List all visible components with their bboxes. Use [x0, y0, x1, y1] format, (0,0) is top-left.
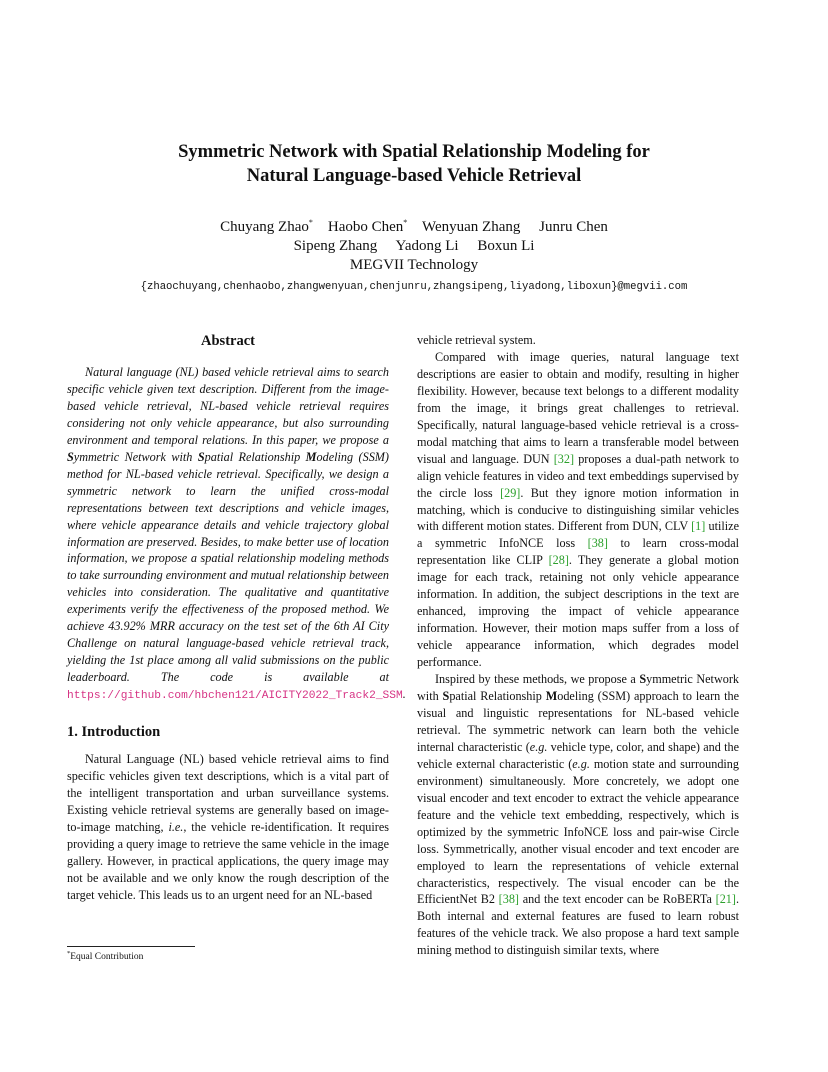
author-name: Chuyang Zhao: [220, 219, 309, 235]
author-name: Wenyuan Zhang: [422, 219, 521, 235]
affiliation: MEGVII Technology: [349, 257, 479, 273]
right-column: [417, 332, 739, 959]
citation-link[interactable]: [21]: [715, 892, 736, 907]
footnote: [67, 951, 143, 963]
left-column: [67, 332, 406, 904]
author-name: Junru Chen: [539, 219, 608, 235]
author-block: [110, 218, 718, 275]
author-emails: {zhaochuyang,chenhaobo,zhangwenyuan,chenjunru,zhangsipeng,liyadong,liboxun}@megvii.com: [140, 281, 688, 293]
footnote-mark: *: [67, 950, 71, 957]
code-link[interactable]: https://github.com/hbchen121/AICITY2022_Track2_SSM: [67, 690, 403, 703]
citation-link[interactable]: [1]: [691, 519, 706, 534]
citation-link[interactable]: [28]: [548, 553, 569, 568]
footnote-text: Equal Contribution: [70, 952, 144, 962]
abstract-text: Natural language (NL) based vehicle retrieval aims to search specific vehicle given text description. Different from the image-based vehicle retrieval, NL-based vehicle retrieval requires considering not only vehicle appearance, but also surrounding environment and temporal relations. In this paper, we propose a Symmetric Network with Spatial Relationship Modeling (SSM) method for NL-based vehicle retrieval. Specifically, we design a symmetric network to learn the unified cross-modal representations between text descriptions and vehicle images, where vehicle appearance details and vehicle trajectory global information are preserved. Besides, to make better use of location information, we propose a spatial relationship modeling methods to take surrounding environment and mutual relationship between vehicles into consideration. The qualitative and quantitative experiments verify the effectiveness of the proposed method. We achieve 43.92% MRR accuracy on the test set of the 6th AI City Challenge on natural language-based vehicle retrieval track, yielding the 1st place among all valid submissions on the public leaderboard. The code is available at https://github.com/hbchen121/AICITY2022_Track2_SSM.: [67, 365, 406, 703]
author-name: Sipeng Zhang: [293, 238, 378, 254]
author-mark: *: [308, 218, 313, 227]
paper-title: [110, 140, 718, 188]
abstract-heading: Abstract: [201, 333, 255, 349]
intro-heading: 1. Introduction: [67, 724, 161, 741]
title-line-2: Natural Language-based Vehicle Retrieval: [246, 166, 582, 186]
title-line-1: Symmetric Network with Spatial Relationship Modeling for: [178, 142, 650, 162]
intro-paragraph: Natural Language (NL) based vehicle retrieval aims to find specific vehicles given text descriptions, which is a vital part of the intelligent transportation and urban surveillance systems. Existing vehicle retrieval systems are generally based on image-to-image matching, i.e., the vehicle re-identification. It requires providing a query image to retrieve the same vehicle in the image gallery. However, in practical applications, the query image may not be available and we only know the rough description of the target vehicle. This leads us to an urgent need for an NL-based: [67, 752, 389, 902]
author-line-2: [110, 237, 718, 256]
citation-link[interactable]: [29]: [500, 485, 521, 500]
author-line-1: [110, 218, 718, 237]
author-name: Haobo Chen: [327, 219, 404, 235]
intro-continuation: vehicle retrieval system.: [417, 333, 536, 347]
author-mark: *: [403, 218, 408, 227]
author-name: Boxun Li: [477, 238, 535, 254]
citation-link[interactable]: [32]: [553, 451, 575, 466]
intro-paragraph-3: Inspired by these methods, we propose a Symmetric Network with Spatial Relationship Modeling (SSM) approach to learn the visual and linguistic representations for NL-based vehicle retrieval. The symmetric network can learn both the vehicle internal characteristic (e.g. vehicle type, color, and shape) and the vehicle external characteristic (e.g. motion state and surrounding environment) simultaneously. More concretely, we adopt one visual encoder and text encoder to extract the vehicle appearance feature and the vehicle text embedding, respectively, which is optimized by the symmetric InfoNCE loss and pair-wise Circle loss. Symmetrically, another visual encoder and text encoder are employed to learn the representations of vehicle external characteristics, respectively. The visual encoder can be the EfficientNet B2 [38] and the text encoder can be RoBERTa [21]. Both internal and external features are fused to learn robust features of the vehicle track. We also propose a hard text sample mining method to distinguish similar texts, where: [417, 672, 739, 958]
citation-link[interactable]: [38]: [587, 536, 608, 551]
intro-paragraph-2: Compared with image queries, natural language text descriptions are easier to obtain and modify, resulting in higher flexibility. However, because text belongs to a different modality from the image, it brings great challenges to retrieval. Specifically, natural language-based vehicle retrieval is a cross-modal matching that aims to learn a transferable model between visual and language. DUN [32] proposes a dual-path network to align vehicle features in video and text embeddings supervised by the circle loss [29]. But they ignore motion information in matching, which is conducive to distinguishing similar vehicles with different motion states. Different from DUN, CLV [1] utilize a symmetric InfoNCE loss [38] to learn cross-modal representation like CLIP [28]. They generate a global motion image for each track, retaining not only vehicle appearance information. In addition, the subject descriptions in the text are enhanced, improving the impact of vehicle appearance information. However, their motion maps suffer from a loss of vehicle appearance information, which degrades model performance.: [417, 349, 739, 670]
citation-link[interactable]: [38]: [498, 892, 519, 907]
footnote-divider: [67, 946, 195, 947]
author-name: Yadong Li: [395, 238, 459, 254]
